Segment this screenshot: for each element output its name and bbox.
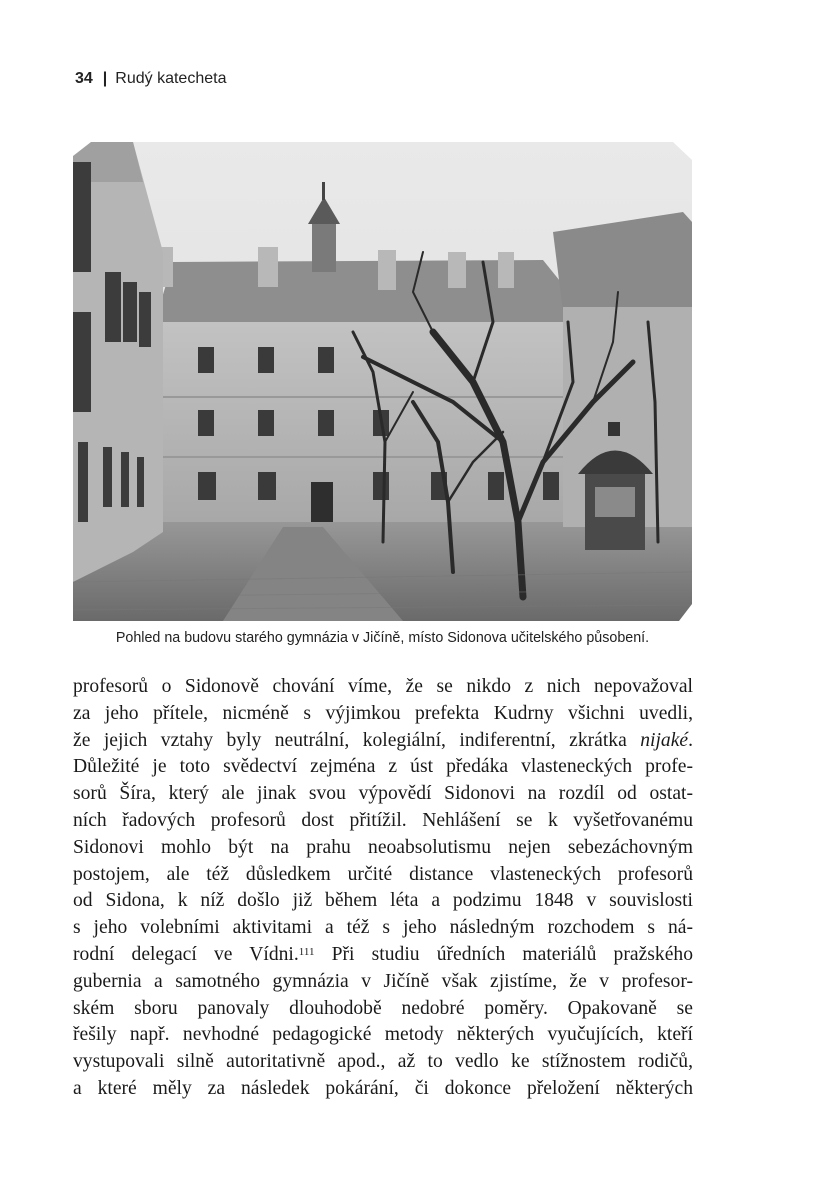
footnote-reference[interactable]: 111 bbox=[298, 945, 315, 958]
text-line: ském sboru panovaly dlouhodobě nedobré poměry. Opakovaně se bbox=[73, 997, 693, 1019]
text-segment: . bbox=[688, 729, 693, 751]
text-line: postojem, ale též důsledkem určité distance vlasteneckých profesorů bbox=[73, 863, 693, 885]
text-line: ních řadových profesorů dost přitížil. Nehlášení se k vyšetřovanému bbox=[73, 809, 693, 831]
text-line: vystupovali silně autoritativně apod., až to vedlo ke stížnostem rodičů, bbox=[73, 1051, 693, 1073]
text-line: od Sidona, k níž došlo již během léta a podzimu 1848 v souvislosti bbox=[73, 890, 693, 912]
text-line: řešily např. nevhodné pedagogické metody některých vyučujících, kteří bbox=[73, 1024, 693, 1046]
running-head bbox=[75, 70, 226, 88]
text-segment: rodní delegací ve Vídni. bbox=[73, 943, 299, 965]
header-separator: | bbox=[102, 70, 108, 87]
book-title: Rudý katecheta bbox=[115, 70, 227, 87]
gymnasium-courtyard-illustration bbox=[73, 142, 692, 621]
text-line bbox=[73, 942, 693, 969]
text-line: sorů Šíra, který ale jinak svou výpovědí Sidonovi na rozdíl od ostat- bbox=[73, 783, 693, 805]
text-segment: Při studiu úředních materiálů pražského bbox=[314, 943, 693, 965]
text-line: Sidonovi mohlo být na prahu neoabsolutismu nejen sebezáchovným bbox=[73, 836, 693, 858]
text-line: a které měly za následek pokárání, či dokonce přeložení některých bbox=[73, 1077, 693, 1099]
text-segment: že jejich vztahy byly neutrální, kolegiální, indiferentní, zkrátka bbox=[73, 729, 641, 751]
text-line: profesorů o Sidonově chování víme, že se nikdo z nich nepovažoval bbox=[73, 676, 693, 697]
text-line: Důležité je toto svědectví zejména z úst předáka vlasteneckých profe- bbox=[73, 756, 693, 778]
page-number: 34 bbox=[75, 70, 93, 87]
figure-caption: Pohled na budovu starého gymnázia v Jičíně, místo Sidonova učitelského působení. bbox=[115, 630, 650, 646]
gymnasium-photo bbox=[73, 142, 692, 621]
text-line: za jeho přítele, nicméně s výjimkou prefekta Kudrny všichni uvedli, bbox=[73, 702, 693, 724]
text-line: s jeho volebními aktivitami a též s jeho následným rozchodem s ná- bbox=[73, 917, 693, 939]
text-line bbox=[73, 728, 693, 755]
body-text bbox=[73, 674, 693, 1103]
text-line: gubernia a samotného gymnázia v Jičíně však zjistíme, že v profesor- bbox=[73, 970, 693, 992]
emphasis: nijaké bbox=[640, 729, 689, 751]
